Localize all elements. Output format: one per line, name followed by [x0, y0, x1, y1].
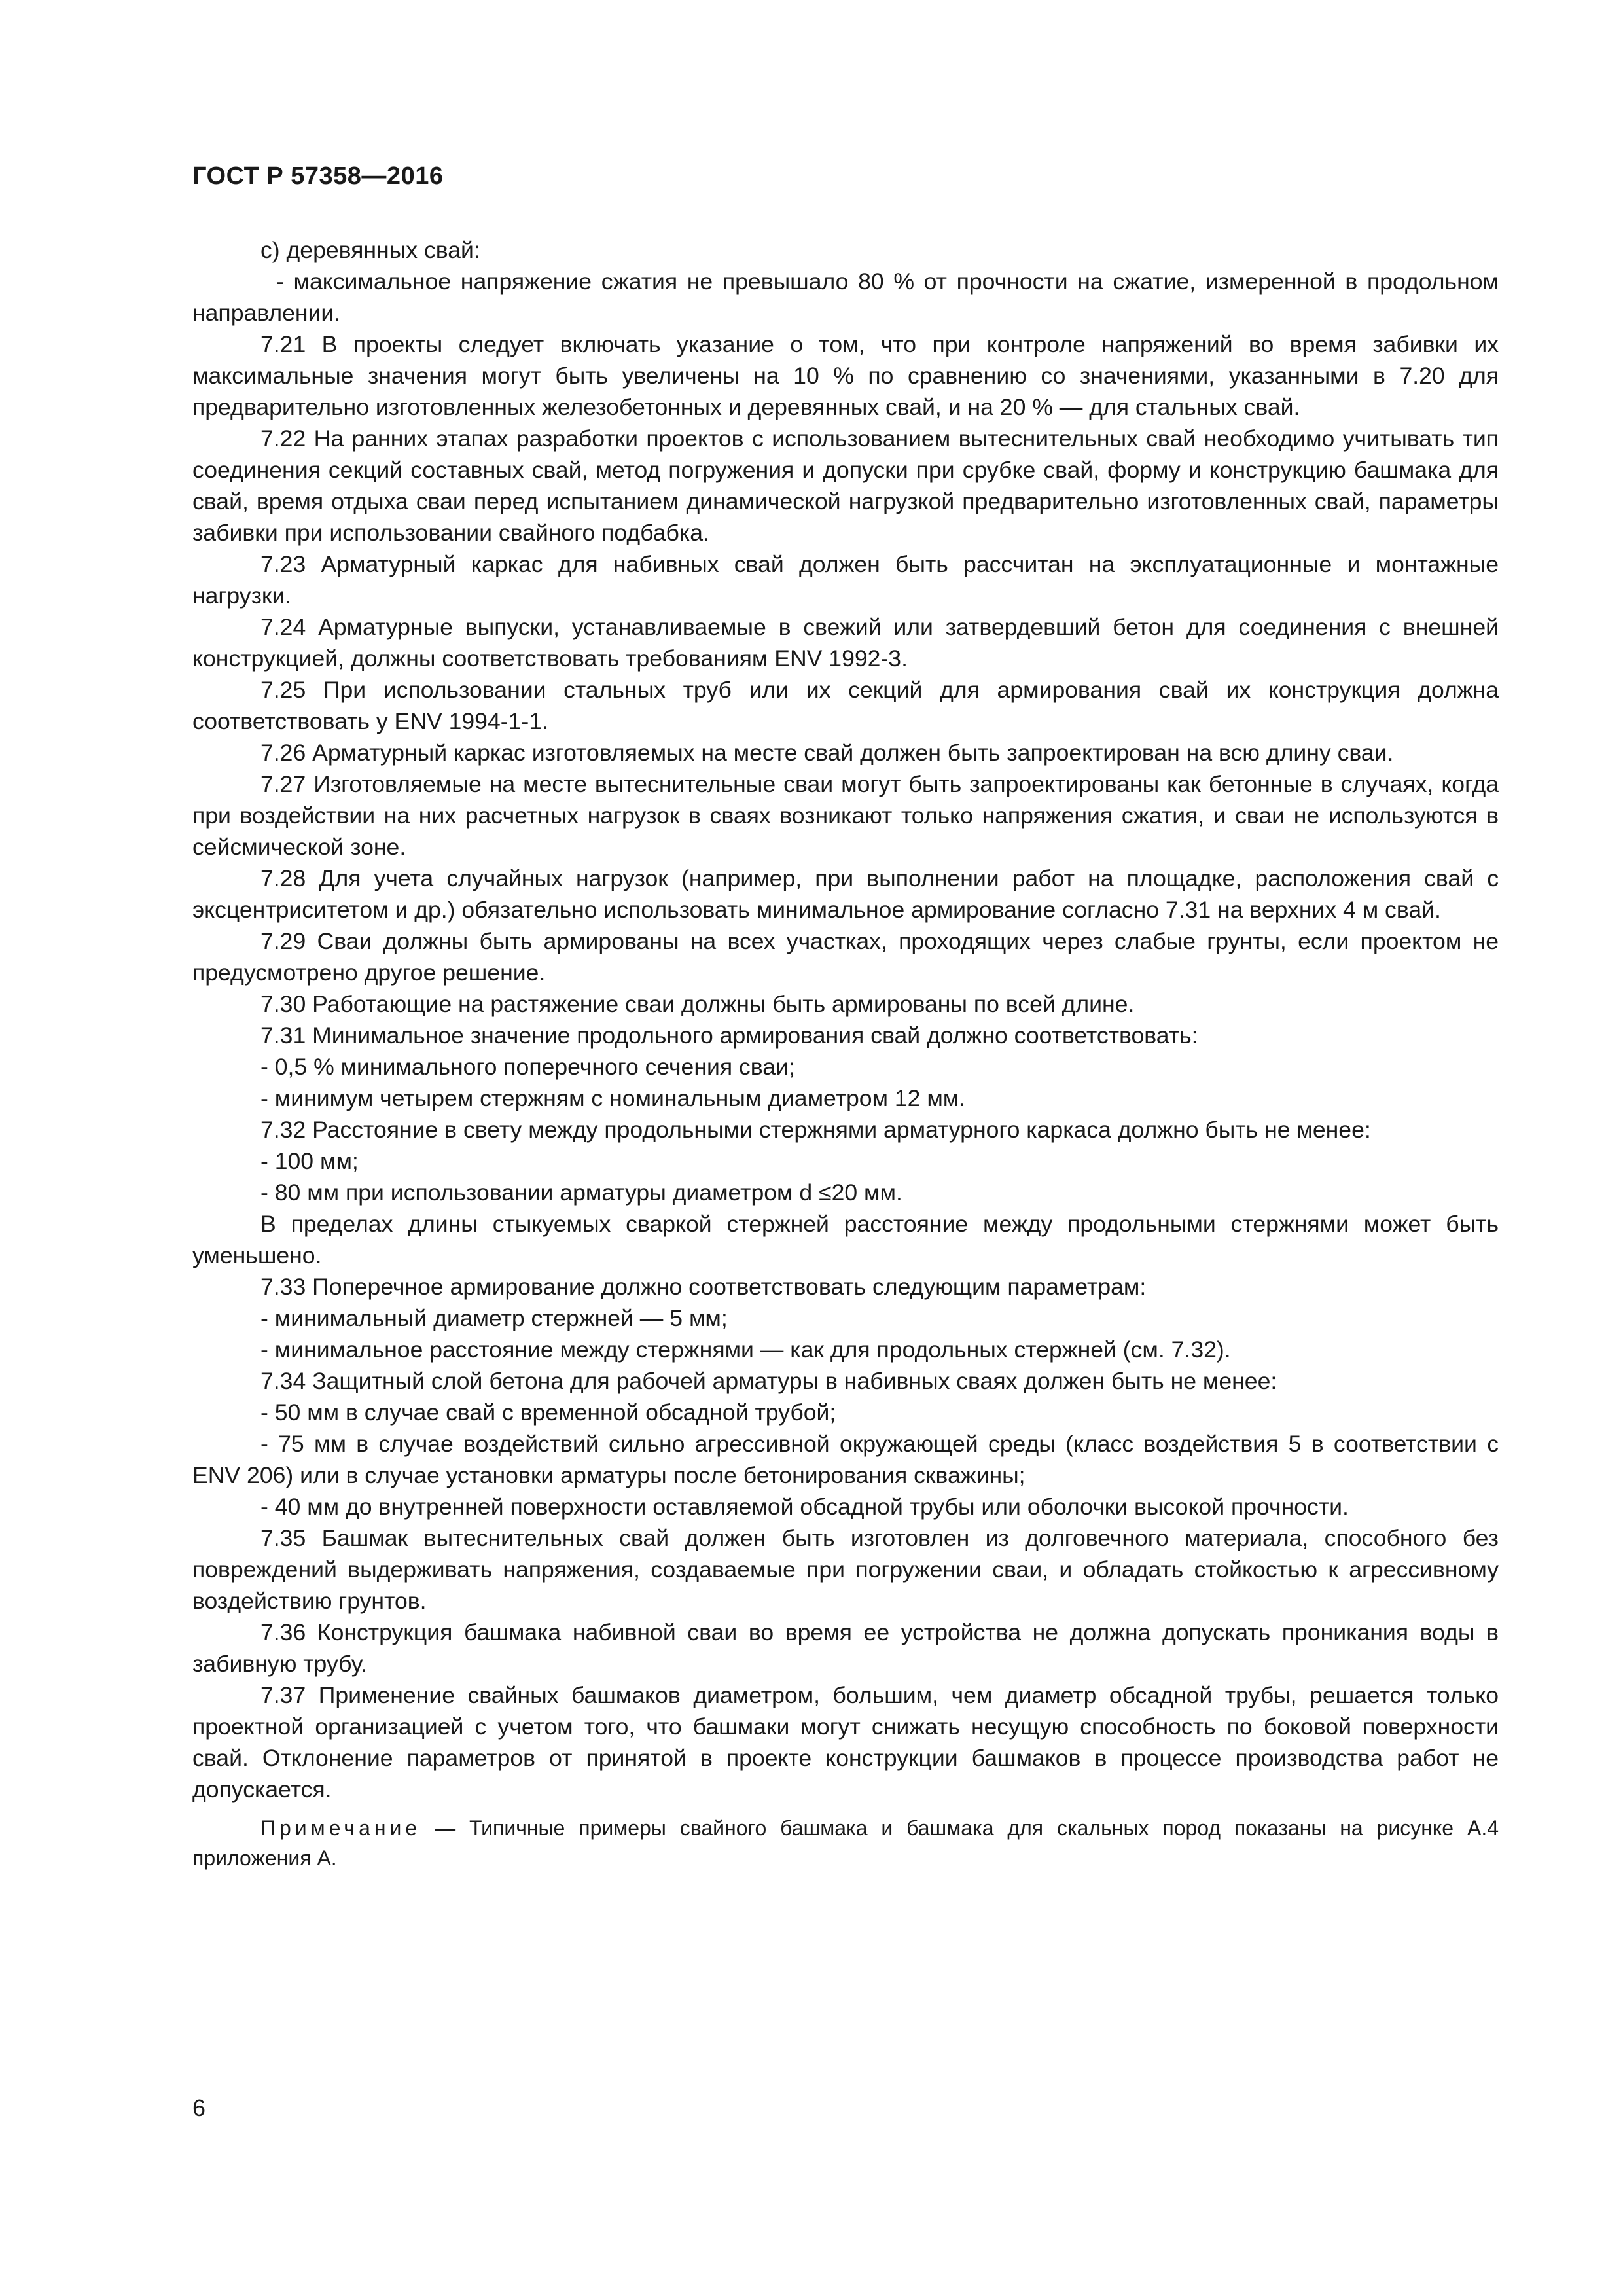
paragraph: 7.34 Защитный слой бетона для рабочей арматуры в набивных сваях должен быть не менее:: [260, 1368, 1277, 1394]
paragraph: 7.36 Конструкция башмака набивной сваи во время ее устройства не должна допускать проникания воды в забивную трубу.: [192, 1619, 1499, 1677]
paragraph: 7.33 Поперечное армирование должно соответствовать следующим параметрам:: [260, 1274, 1147, 1300]
note-text: — Типичные примеры свайного башмака и башмака для скальных пород показаны на рисунке А.4 приложения А.: [192, 1816, 1499, 1870]
list-item: - 0,5 % минимального поперечного сечения сваи;: [260, 1054, 795, 1080]
paragraph: 7.30 Работающие на растяжение сваи должны быть армированы по всей длине.: [260, 991, 1135, 1017]
paragraph: 7.24 Арматурные выпуски, устанавливаемые в свежий или затвердевший бетон для соединения с внешней конструкцией, должны соответствовать требованиям ENV 1992-3.: [192, 614, 1499, 672]
paragraph: 7.21 В проекты следует включать указание о том, что при контроле напряжений во время забивки их максимальные значения могут быть увеличены на 10 % по сравнению со значениями, указанными в 7.20 для предварительно изготовленных железобетонных и деревянных свай, и на 20 % — для стальных свай.: [192, 331, 1499, 420]
list-item: - 50 мм в случае свай с временной обсадной трубой;: [260, 1399, 836, 1426]
list-item: - 100 мм;: [260, 1148, 359, 1174]
paragraph: 7.22 На ранних этапах разработки проектов с использованием вытеснительных свай необходимо учитывать тип соединения секций составных свай, метод погружения и допуски при срубке свай, форму и конструкцию башмака для свай, время отдыха сваи перед испытанием динамической нагрузкой предварительно изготовленных свай, параметры забивки при использовании свайного подбабка.: [192, 425, 1499, 546]
list-item: - минимальный диаметр стержней — 5 мм;: [260, 1305, 728, 1331]
paragraph: 7.25 При использовании стальных труб или их секций для армирования свай их конструкция должна соответствовать у ENV 1994-1-1.: [192, 677, 1499, 734]
paragraph: 7.32 Расстояние в свету между продольными стержнями арматурного каркаса должно быть не менее:: [260, 1117, 1371, 1143]
paragraph: 7.35 Башмак вытеснительных свай должен быть изготовлен из долговечного материала, способного без повреждений выдерживать напряжения, создаваемые при погружении сваи, и обладать стойкостью к агрессивному воздействию грунтов.: [192, 1525, 1499, 1614]
list-item: - минимальное расстояние между стержнями — как для продольных стержней (см. 7.32).: [260, 1336, 1231, 1363]
list-item: - 40 мм до внутренней поверхности оставляемой обсадной трубы или оболочки высокой прочности.: [260, 1494, 1349, 1520]
paragraph: - максимальное напряжение сжатия не превышало 80 % от прочности на сжатие, измеренной в продольном направлении.: [192, 268, 1499, 326]
page-number: 6: [192, 2094, 206, 2121]
paragraph: 7.27 Изготовляемые на месте вытеснительные сваи могут быть запроектированы как бетонные в случаях, когда при воздействии на них расчетных нагрузок в сваях возникают только напряжения сжатия, и сваи не используются в сейсмической зоне.: [192, 771, 1499, 860]
list-item: - 75 мм в случае воздействий сильно агрессивной окружающей среды (класс воздействия 5 в соответствии с ENV 206) или в случае установки арматуры после бетонирования скважины;: [192, 1431, 1499, 1488]
note-label: Примечание: [260, 1816, 421, 1840]
paragraph: 7.26 Арматурный каркас изготовляемых на месте свай должен быть запроектирован на всю длину сваи.: [260, 740, 1394, 766]
paragraph: 7.37 Применение свайных башмаков диаметром, большим, чем диаметр обсадной трубы, решается только проектной организацией с учетом того, что башмаки могут снижать несущую способность по боковой поверхности свай. Отклонение параметров от принятой в проекте конструкции башмаков в процессе производства работ не допускается.: [192, 1682, 1499, 1803]
list-item: - 80 мм при использовании арматуры диаметром d ≤20 мм.: [260, 1179, 902, 1206]
document-body: [192, 234, 1499, 1873]
paragraph: 7.29 Сваи должны быть армированы на всех участках, проходящих через слабые грунты, если проектом не предусмотрено другое решение.: [192, 928, 1499, 986]
list-item: - минимум четырем стержням с номинальным диаметром 12 мм.: [260, 1085, 966, 1111]
paragraph: 7.31 Минимальное значение продольного армирования свай должно соответствовать:: [260, 1022, 1198, 1049]
paragraph: c) деревянных свай:: [260, 237, 480, 263]
paragraph: 7.23 Арматурный каркас для набивных свай должен быть рассчитан на эксплуатационные и монтажные нагрузки.: [192, 551, 1499, 609]
note: [192, 1813, 1499, 1873]
paragraph: 7.28 Для учета случайных нагрузок (например, при выполнении работ на площадке, расположения свай с эксцентриситетом и др.) обязательно использовать минимальное армирование согласно 7.31 на верхних 4 м свай.: [192, 865, 1499, 923]
paragraph: В пределах длины стыкуемых сваркой стержней расстояние между продольными стержнями может быть уменьшено.: [192, 1211, 1499, 1268]
document-header: ГОСТ Р 57358—2016: [192, 162, 444, 190]
